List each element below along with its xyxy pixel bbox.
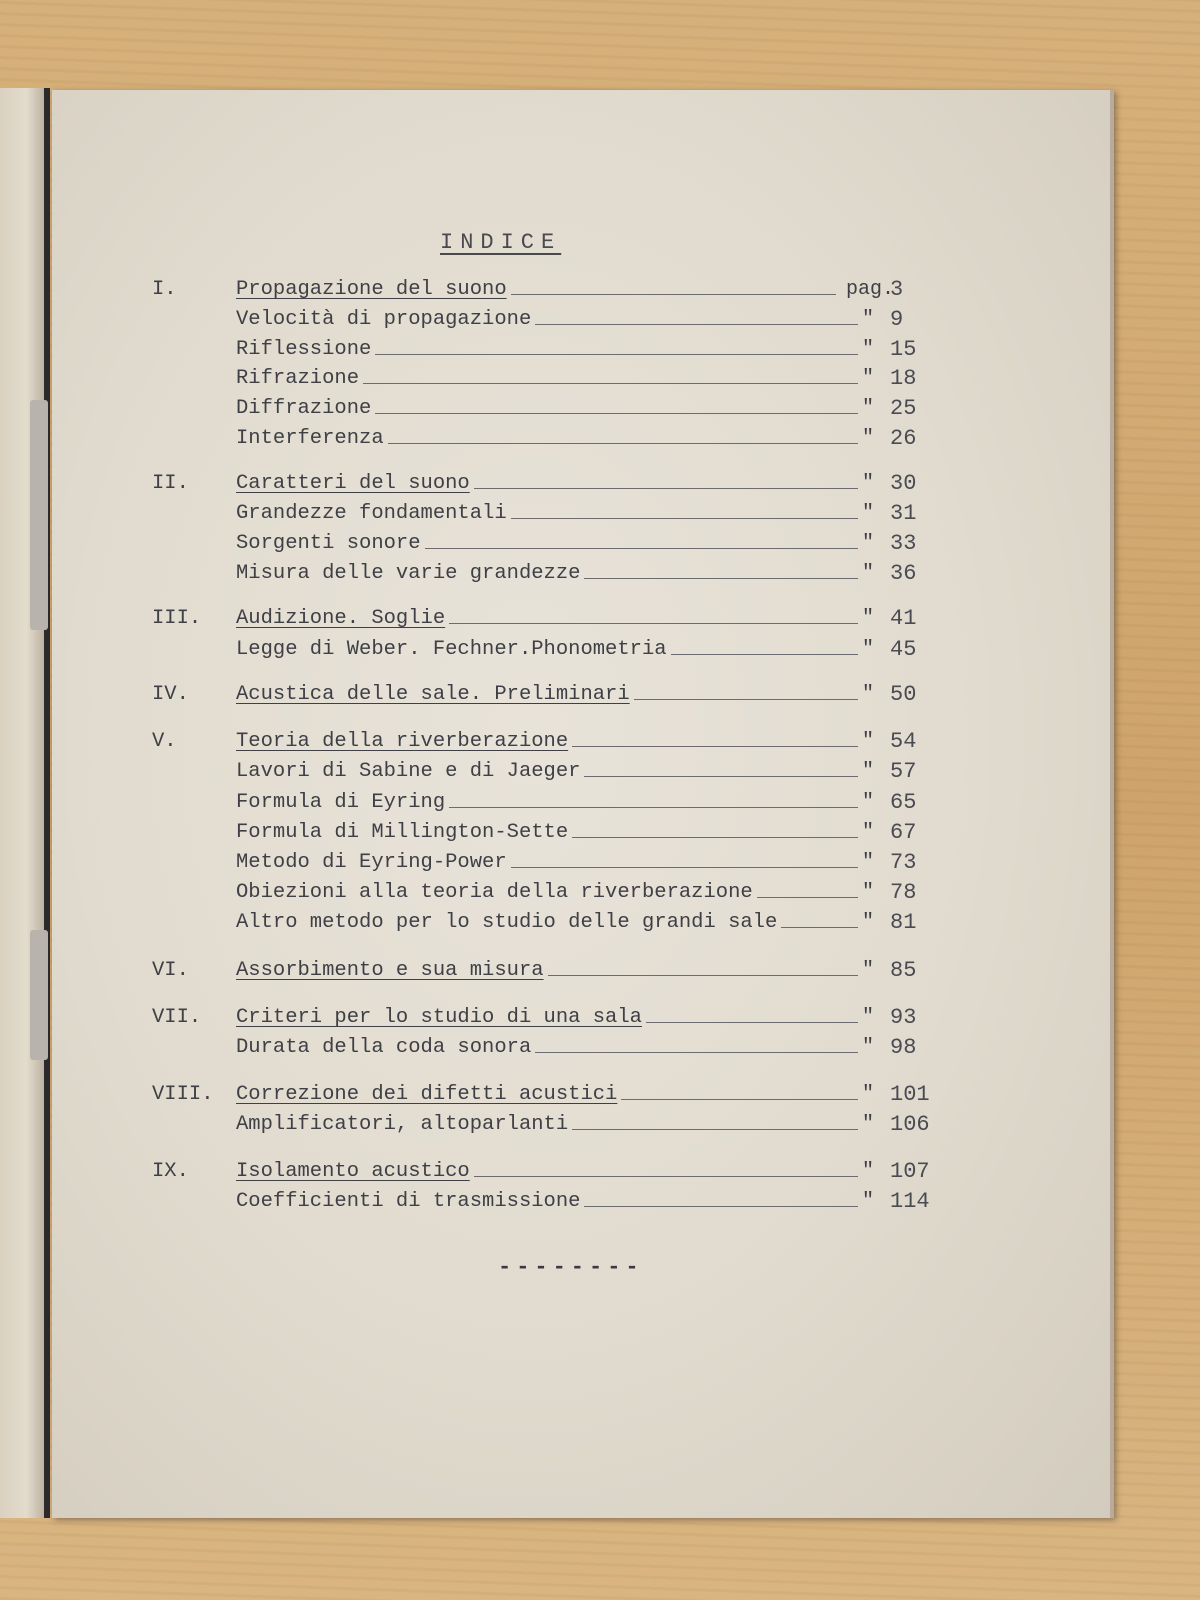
entry-title: Obiezioni alla teoria della riverberazione [236, 881, 753, 904]
ditto-mark: " [862, 1113, 875, 1136]
entry-title: Sorgenti sonore [236, 532, 421, 555]
ditto-mark: " [862, 562, 875, 585]
section-entry [236, 303, 862, 331]
page-number: 73 [890, 850, 917, 875]
dot-leader [584, 776, 858, 777]
dot-leader [363, 383, 858, 384]
page-number: 81 [890, 910, 917, 935]
section-entry [236, 755, 862, 783]
page-title: INDICE [440, 230, 562, 255]
ditto-mark: " [862, 881, 875, 904]
chapter-number: V. [152, 730, 177, 753]
page-number: 25 [890, 396, 917, 421]
chapter-entry [236, 602, 862, 630]
ditto-mark: " [862, 851, 875, 874]
ditto-mark: " [862, 308, 875, 331]
binding-stitch [30, 400, 48, 630]
page-number: 36 [890, 561, 917, 586]
chapter-entry [236, 1001, 862, 1029]
dot-leader [548, 975, 858, 976]
section-entry [236, 1108, 862, 1136]
ditto-mark: " [862, 367, 875, 390]
entry-title: Coefficienti di trasmissione [236, 1190, 581, 1213]
dot-leader [449, 807, 858, 808]
ditto-mark: " [862, 1190, 875, 1213]
chapter-entry [236, 273, 840, 301]
dot-leader [671, 654, 858, 655]
page-number: 50 [890, 682, 917, 707]
section-entry [236, 497, 862, 525]
section-entry [236, 906, 862, 934]
entry-title: Metodo di Eyring-Power [236, 851, 507, 874]
dot-leader [757, 897, 858, 898]
page-number: 93 [890, 1005, 917, 1030]
ditto-mark: " [862, 427, 875, 450]
dot-leader [474, 488, 858, 489]
ditto-mark: " [862, 1006, 875, 1029]
dot-leader [584, 1206, 858, 1207]
dot-leader [572, 837, 858, 838]
page-number: 31 [890, 501, 917, 526]
binding-stitch [30, 930, 48, 1060]
page-number: 41 [890, 606, 917, 631]
section-entry [236, 1185, 862, 1213]
page-number: 26 [890, 426, 917, 451]
page-number: 98 [890, 1035, 917, 1060]
entry-title: Amplificatori, altoparlanti [236, 1113, 569, 1136]
dot-leader [511, 518, 858, 519]
dot-leader [511, 867, 858, 868]
ditto-mark: " [862, 821, 875, 844]
ditto-mark: " [862, 532, 875, 555]
entry-title: Teoria della riverberazione [236, 730, 569, 753]
dot-leader [781, 927, 858, 928]
section-entry [236, 392, 862, 420]
page-number: 45 [890, 637, 917, 662]
dot-leader [425, 548, 858, 549]
chapter-entry [236, 467, 862, 495]
entry-title: Misura delle varie grandezze [236, 562, 581, 585]
dot-leader [646, 1022, 858, 1023]
ditto-mark: " [862, 502, 875, 525]
page-number: 18 [890, 366, 917, 391]
chapter-entry [236, 954, 862, 982]
chapter-entry [236, 1155, 862, 1183]
section-entry [236, 422, 862, 450]
page-number: 15 [890, 337, 917, 362]
ditto-mark: " [862, 959, 875, 982]
dot-leader [535, 1052, 858, 1053]
ditto-mark: " [862, 730, 875, 753]
dot-leader [388, 443, 858, 444]
page-number: 57 [890, 759, 917, 784]
entry-title: Velocità di propagazione [236, 308, 532, 331]
page-number: 107 [890, 1159, 930, 1184]
pag-label: pag. [846, 278, 895, 301]
entry-title: Riflessione [236, 338, 372, 361]
entry-title: Lavori di Sabine e di Jaeger [236, 760, 581, 783]
section-entry [236, 633, 862, 661]
page-number: 3 [890, 277, 904, 302]
entry-title: Correzione dei difetti acustici [236, 1083, 618, 1106]
entry-title: Criteri per lo studio di una sala [236, 1006, 642, 1029]
chapter-number: VIII. [152, 1083, 214, 1106]
ditto-mark: " [862, 911, 875, 934]
chapter-entry [236, 678, 862, 706]
dot-leader [375, 413, 858, 414]
page-number: 9 [890, 307, 904, 332]
entry-title: Durata della coda sonora [236, 1036, 532, 1059]
chapter-number: VII. [152, 1006, 202, 1029]
left-page-edge [0, 88, 50, 1518]
section-entry [236, 876, 862, 904]
dot-leader [375, 354, 858, 355]
chapter-number: VI. [152, 959, 189, 982]
chapter-number: I. [152, 278, 177, 301]
page-number: 78 [890, 880, 917, 905]
dot-leader [572, 746, 858, 747]
section-entry [236, 557, 862, 585]
dot-leader [572, 1129, 858, 1130]
entry-title: Assorbimento e sua misura [236, 959, 544, 982]
entry-title: Isolamento acustico [236, 1160, 470, 1183]
entry-title: Acustica delle sale. Preliminari [236, 683, 630, 706]
dot-leader [449, 623, 858, 624]
entry-title: Formula di Millington-Sette [236, 821, 569, 844]
page-number: 30 [890, 471, 917, 496]
page-number: 54 [890, 729, 917, 754]
entry-title: Legge di Weber. Fechner.Phonometria [236, 638, 667, 661]
ditto-mark: " [862, 683, 875, 706]
page-number: 33 [890, 531, 917, 556]
ditto-mark: " [862, 1160, 875, 1183]
chapter-number: IX. [152, 1160, 189, 1183]
ditto-mark: " [862, 472, 875, 495]
end-mark: -------- [498, 1255, 644, 1280]
page-number: 85 [890, 958, 917, 983]
chapter-entry [236, 725, 862, 753]
section-entry [236, 786, 862, 814]
ditto-mark: " [862, 638, 875, 661]
entry-title: Caratteri del suono [236, 472, 470, 495]
entry-title: Formula di Eyring [236, 791, 446, 814]
ditto-mark: " [862, 607, 875, 630]
entry-title: Diffrazione [236, 397, 372, 420]
dot-leader [474, 1176, 858, 1177]
ditto-mark: " [862, 397, 875, 420]
entry-title: Rifrazione [236, 367, 360, 390]
chapter-entry [236, 1078, 862, 1106]
section-entry [236, 1031, 862, 1059]
page-number: 101 [890, 1082, 930, 1107]
page-number: 106 [890, 1112, 930, 1137]
dot-leader [535, 324, 858, 325]
section-entry [236, 362, 862, 390]
dot-leader [634, 699, 858, 700]
page-number: 114 [890, 1189, 930, 1214]
chapter-number: IV. [152, 683, 189, 706]
entry-title: Audizione. Soglie [236, 607, 446, 630]
chapter-number: III. [152, 607, 202, 630]
page-number: 67 [890, 820, 917, 845]
ditto-mark: " [862, 1036, 875, 1059]
entry-title: Propagazione del suono [236, 278, 507, 301]
section-entry [236, 846, 862, 874]
dot-leader [621, 1099, 858, 1100]
entry-title: Grandezze fondamentali [236, 502, 507, 525]
dot-leader [511, 294, 836, 295]
ditto-mark: " [862, 791, 875, 814]
ditto-mark: " [862, 760, 875, 783]
chapter-number: II. [152, 472, 189, 495]
page-number: 65 [890, 790, 917, 815]
entry-title: Altro metodo per lo studio delle grandi sale [236, 911, 778, 934]
entry-title: Interferenza [236, 427, 384, 450]
ditto-mark: " [862, 338, 875, 361]
section-entry [236, 527, 862, 555]
ditto-mark: " [862, 1083, 875, 1106]
dot-leader [584, 578, 858, 579]
section-entry [236, 816, 862, 844]
section-entry [236, 333, 862, 361]
